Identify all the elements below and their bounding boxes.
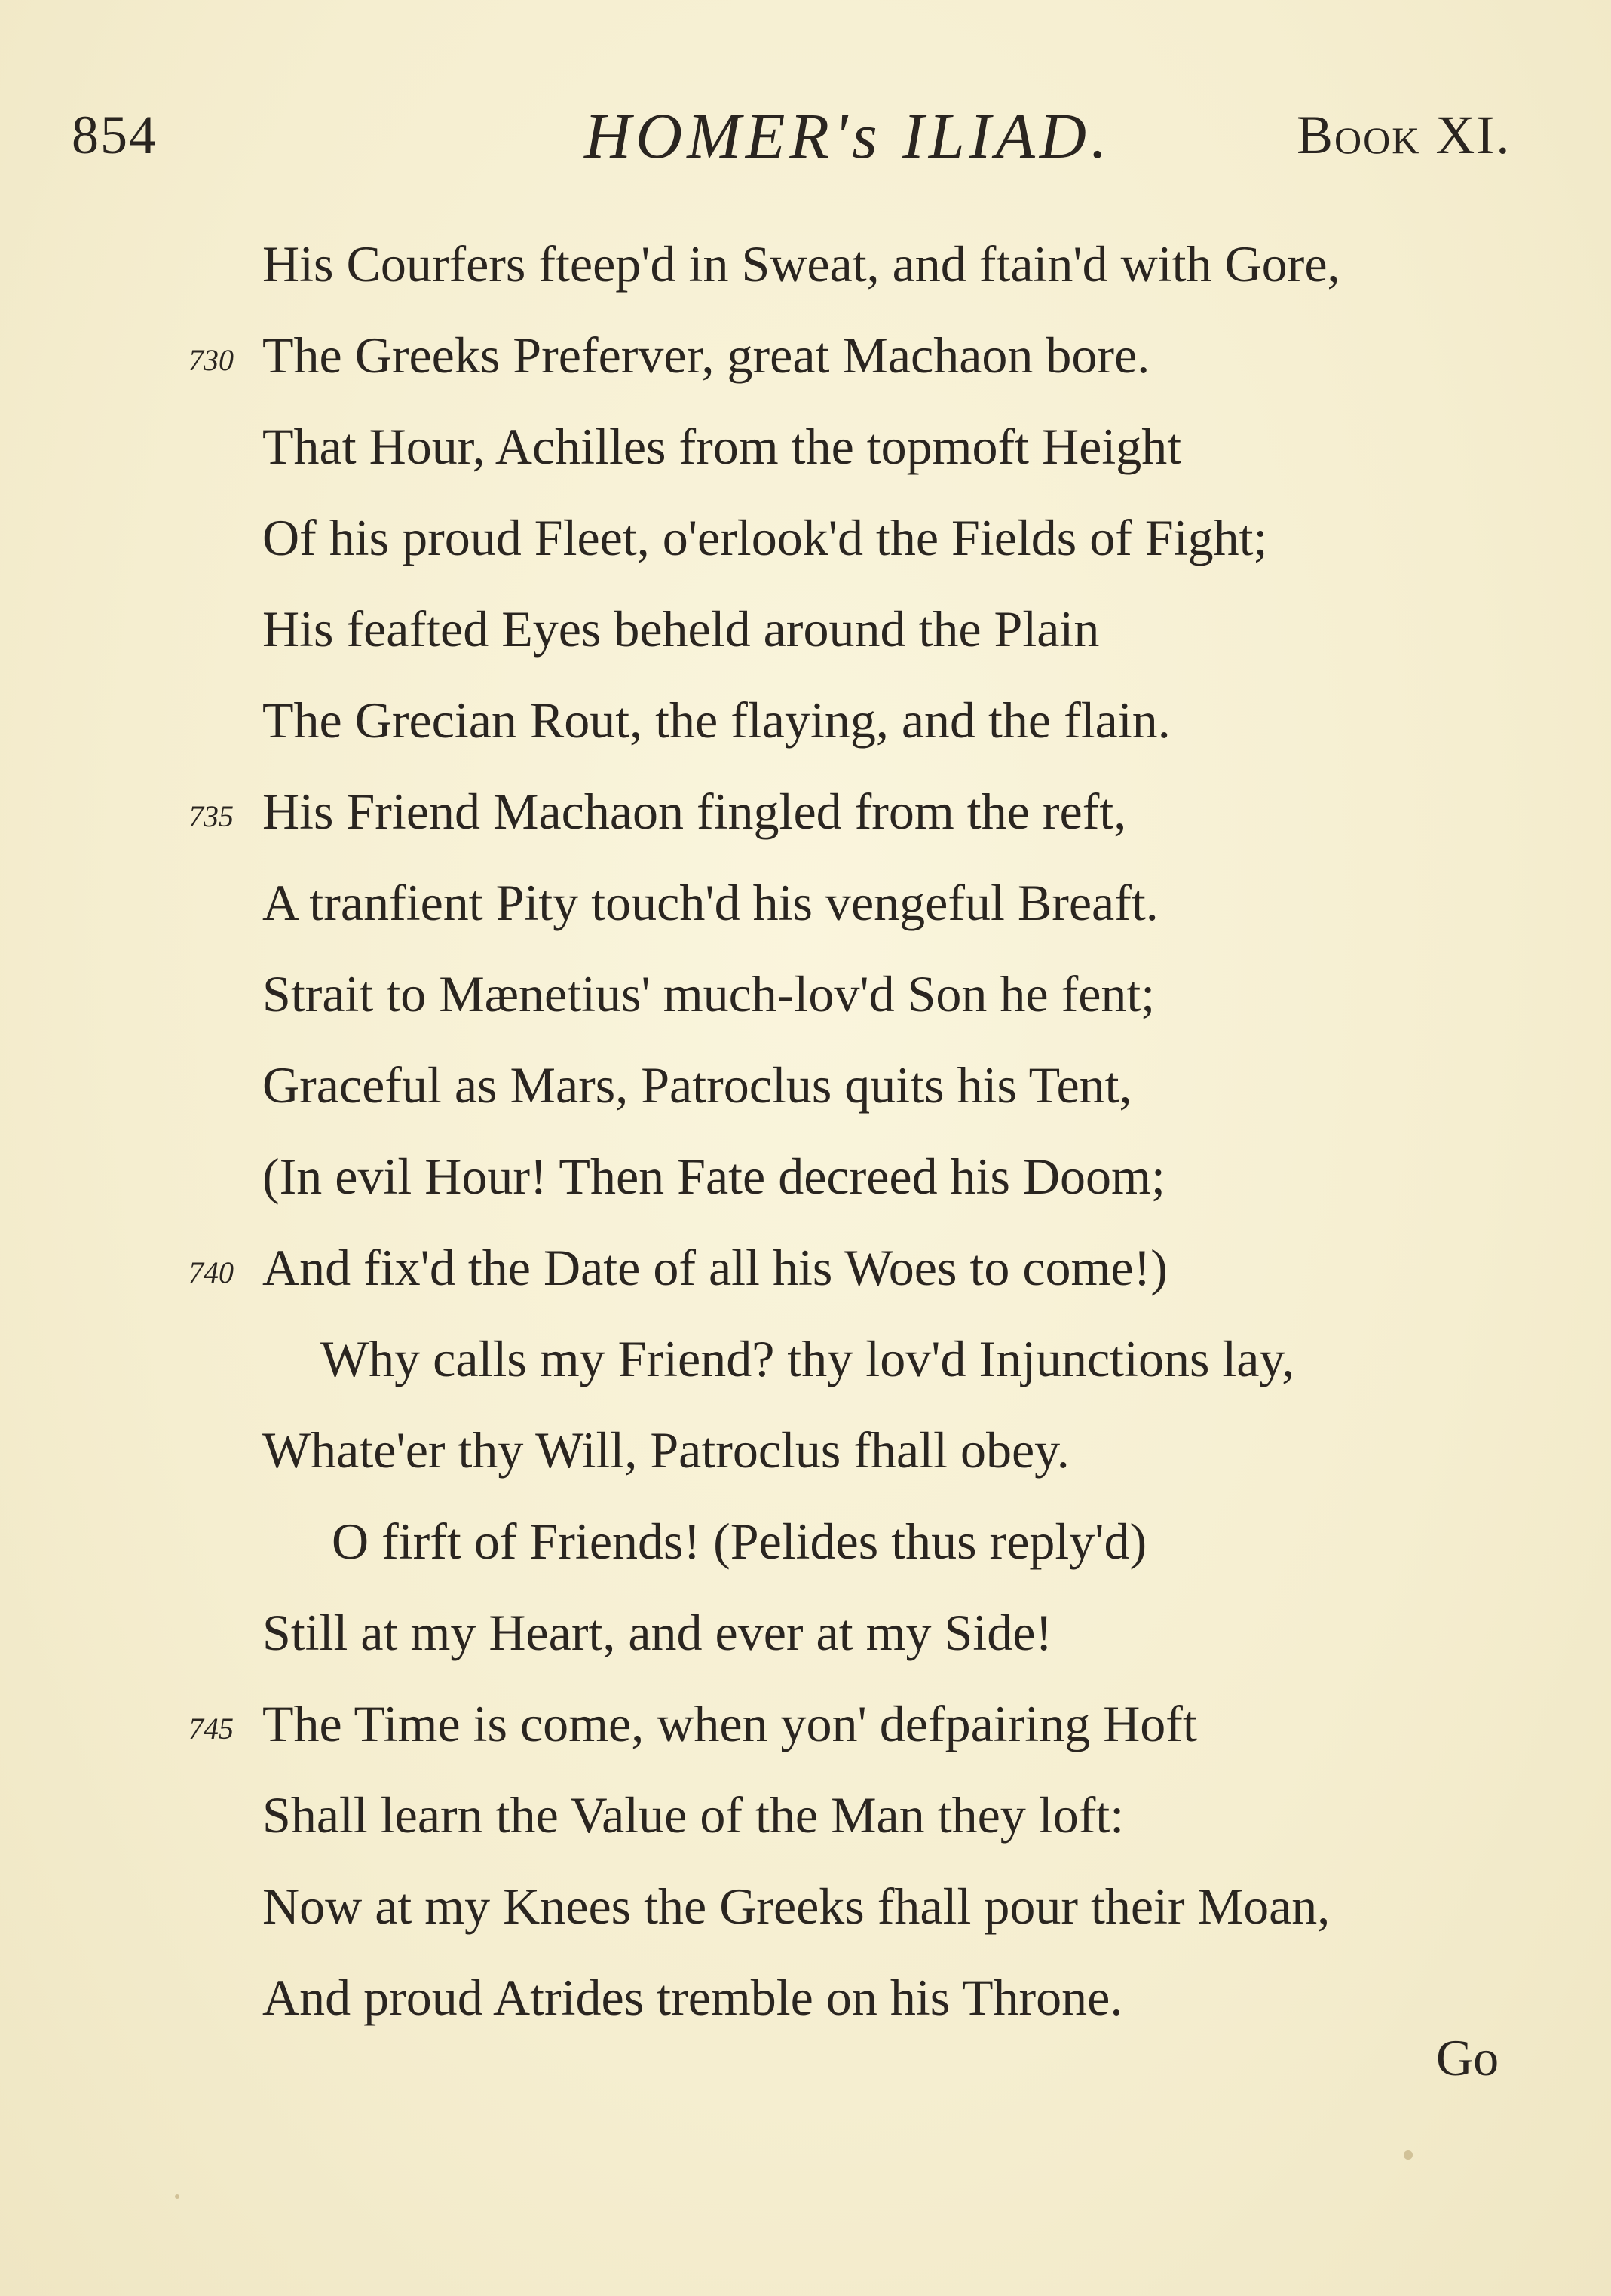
verse-text: Why calls my Friend? thy lov'd Injunctions lay, (320, 1330, 1295, 1387)
verse-line (0, 1861, 1611, 1952)
verse-line (0, 584, 1611, 675)
book-label: Book XI. (1297, 105, 1511, 165)
verse-line (0, 766, 1611, 857)
verse-line (0, 949, 1611, 1040)
verse-line (0, 492, 1611, 584)
line-number: 730 (188, 343, 234, 377)
verse-text: O firft of Friends! (Pelides thus reply'd) (332, 1513, 1147, 1570)
verse-line (0, 1770, 1611, 1861)
verse-line (0, 675, 1611, 766)
verse-text: His Courfers fteep'd in Sweat, and ftain'd with Gore, (262, 235, 1340, 293)
paper-speck (1404, 2150, 1413, 2160)
catchword: Go (1436, 2029, 1499, 2086)
verse-text: (In evil Hour! Then Fate decreed his Doom; (262, 1148, 1165, 1205)
verse-block (0, 219, 1611, 2043)
verse-text: His feafted Eyes beheld around the Plain (262, 600, 1100, 658)
running-title: HOMER's ILIAD. (584, 100, 1112, 172)
verse-text: Whate'er thy Will, Patroclus fhall obey. (262, 1421, 1070, 1479)
verse-line (0, 1222, 1611, 1314)
verse-line (0, 1040, 1611, 1131)
verse-line (0, 1496, 1611, 1587)
verse-line (0, 1131, 1611, 1222)
verse-text: That Hour, Achilles from the topmoft Height (262, 418, 1182, 475)
verse-text: The Time is come, when yon' defpairing Hoft (262, 1695, 1197, 1752)
verse-text: A tranfient Pity touch'd his vengeful Breaft. (262, 874, 1159, 931)
verse-text: The Greeks Preferver, great Machaon bore. (262, 326, 1150, 384)
verse-line (0, 1587, 1611, 1678)
verse-line (0, 1405, 1611, 1496)
verse-text: And proud Atrides tremble on his Throne. (262, 1969, 1123, 2026)
verse-text: Strait to Mænetius' much-lov'd Son he fent; (262, 965, 1156, 1022)
paper-speck (175, 2194, 179, 2199)
verse-text: And fix'd the Date of all his Woes to come!) (262, 1239, 1168, 1296)
verse-line (0, 310, 1611, 401)
verse-text: Shall learn the Value of the Man they loft: (262, 1786, 1125, 1844)
line-number: 740 (188, 1255, 234, 1289)
verse-line (0, 1678, 1611, 1770)
verse-line (0, 1314, 1611, 1405)
verse-line (0, 219, 1611, 310)
verse-line (0, 857, 1611, 949)
verse-text: Now at my Knees the Greeks fhall pour their Moan, (262, 1878, 1331, 1935)
line-number: 735 (188, 799, 234, 833)
page-header (0, 90, 1611, 173)
line-number: 745 (188, 1712, 234, 1746)
verse-text: Still at my Heart, and ever at my Side! (262, 1604, 1053, 1661)
verse-text: His Friend Machaon fingled from the reft, (262, 783, 1127, 840)
verse-text: The Grecian Rout, the flaying, and the flain. (262, 691, 1171, 749)
verse-line (0, 1952, 1611, 2043)
verse-text: Graceful as Mars, Patroclus quits his Tent, (262, 1056, 1132, 1114)
page-number: 854 (72, 105, 158, 165)
verse-text: Of his proud Fleet, o'erlook'd the Fields of Fight; (262, 509, 1268, 566)
verse-line (0, 401, 1611, 492)
